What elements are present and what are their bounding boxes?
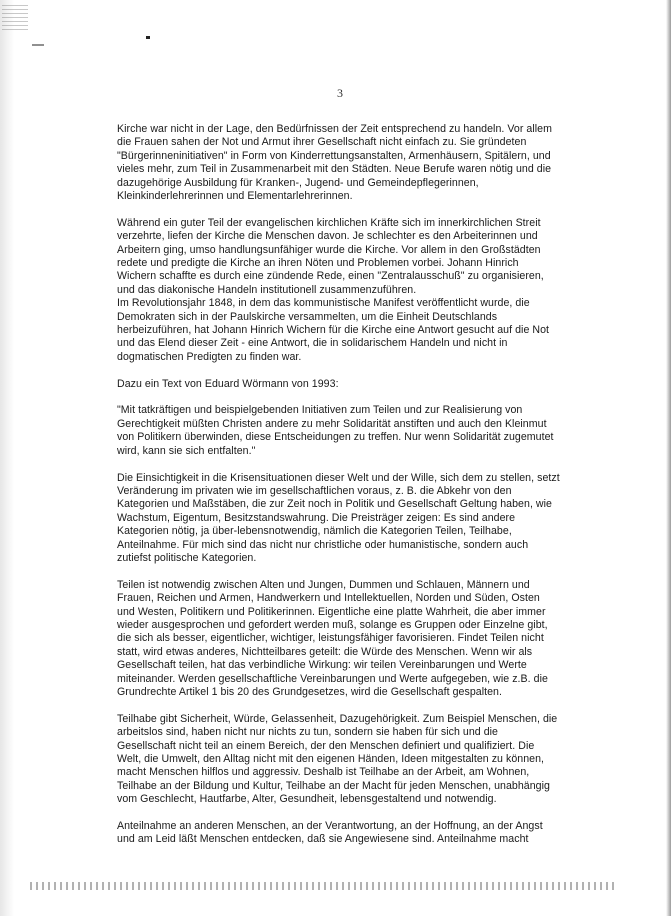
text-line: Anteilnahme. Für mich sind das nicht nur christliche oder humanistische, sondern auch	[117, 538, 529, 551]
text-line: statt, wird etwas anderes, Nichtteilbares geteilt: die Würde des Menschen. Wenn wir als	[117, 645, 533, 658]
text-line: Frauen, Reichen und Armen, Handwerkern und Intellektuellen, Norden und Süden, Osten	[117, 592, 540, 605]
text-line: Grundrechte Artikel 1 bis 20 des Grundgesetzes, wird die Gesellschaft gespalten.	[117, 685, 502, 698]
text-line: Anteilnahme an anderen Menschen, an der Verantwortung, an der Hoffnung, an der Angst	[117, 820, 543, 833]
paragraph	[117, 123, 575, 203]
paragraph	[117, 579, 575, 700]
paragraph	[117, 217, 575, 364]
text-line: Teilen ist notwendig zwischen Alten und Jungen, Dummen und Schlauen, Männern und	[117, 578, 530, 591]
page-number: 3	[337, 86, 343, 100]
text-line: Kategorien und Maßstäben, die zur Zeit noch in Politik und Gesellschaft Geltung haben, wie	[117, 498, 552, 511]
text-line: die sich als besser, eigentlicher, wichtiger, leistungsfähiger favorisieren. Findet Teilen nicht	[117, 632, 544, 645]
text-line: Demokraten sich in der Paulskirche versammelten, um die Einheit Deutschlands	[117, 310, 498, 323]
text-line: Veränderung im privaten wie im gesellschaftlichen voraus, z. B. die Abkehr von den	[117, 484, 512, 497]
text-line: Während ein guter Teil der evangelischen kirchlichen Kräfte sich im innerkirchlichen Streit	[117, 216, 541, 229]
text-line: Welt, die Umwelt, den Alltag nicht mit den eigenen Händen, Ideen mitgestalten zu können,	[117, 753, 545, 765]
text-line: arbeitslos sind, haben nicht nur nichts zu tun, sondern sie haben für sich und die	[117, 726, 498, 739]
paragraph	[117, 820, 575, 847]
text-line: vieles mehr, zum Teil in Zusammenarbeit mit den Städten. Neue Berufe waren nötig und die	[117, 163, 552, 176]
scan-bottom-artifact	[30, 882, 615, 890]
text-line: miteinander. Werden gesellschaftliche Vereinbarungen und Werte aufgegeben, wie z.B. die	[117, 672, 548, 685]
text-line: verzehrte, liefen der Kirche die Menschen davon. Je schlechter es den Arbeiterinnen und	[117, 230, 538, 243]
text-line: Kleinkinderlehrerinnen und Elementarlehrerinnen.	[117, 190, 353, 203]
text-line: "Mit tatkräftigen und beispielgebenden Initiativen zum Teilen und zur Realisierung von	[117, 404, 523, 417]
scan-speck	[32, 44, 44, 46]
text-line: Dazu ein Text von Eduard Wörmann von 1993:	[117, 377, 339, 390]
text-line: die Frauen sahen der Not und Armut ihrer Gesellschaft nicht einfach zu. Sie gründeten	[117, 136, 527, 149]
paragraph	[117, 472, 575, 566]
text-line: vom Geschlecht, Hautfarbe, Alter, Gesundheit, lebensgestaltend und notwendig.	[117, 793, 497, 806]
scan-edge-left	[0, 0, 14, 916]
text-line: dazugehörige Ausbildung für Kranken-, Jugend- und Gemeindepflegerinnen,	[117, 176, 479, 189]
text-line: Kirche war nicht in der Lage, den Bedürfnissen der Zeit entsprechend zu handeln. Vor allem	[117, 123, 552, 135]
text-line: dogmatischen Predigten zu finden war.	[117, 350, 302, 363]
text-line: redete und predigte die Kirche an ihren Nöten und Problemen vorbei. Johann Hinrich	[117, 257, 519, 270]
text-line: und Westen, Politikern und Politikerinnen. Eigentliche eine platte Wahrheit, die aber immer	[117, 605, 546, 618]
text-line: Wichern schaffte es durch eine zündende Rede, einen "Zentralausschuß" zu organisieren,	[117, 270, 544, 283]
text-line: Arbeitern ging, umso handlungsunfähiger wurde die Kirche. Vor allem in den Großstädten	[117, 243, 541, 256]
text-line: und am Leid läßt Menschen entdecken, daß sie Angewiesene sind. Anteilnahme macht	[117, 833, 529, 846]
text-line: Im Revolutionsjahr 1848, in dem das kommunistische Manifest veröffentlicht wurde, die	[117, 297, 530, 310]
paragraph	[117, 404, 575, 458]
text-line: wieder ausgesprochen und gefordert werden muß, solange es Gruppen oder Einzelne gibt,	[117, 618, 548, 631]
text-line: "Bürgerinneninitiativen" in Form von Kinderrettungsanstalten, Armenhäusern, Spitälern, und	[117, 149, 551, 162]
text-line: Kategorien nötig, ja über-lebensnotwendig, nämlich die Kategorien Teilen, Teilhabe,	[117, 525, 512, 538]
text-line: macht Menschen hilflos und aggressiv. Deshalb ist Teilhabe an der Arbeit, am Wohnen,	[117, 766, 530, 779]
text-line: Die Einsichtigkeit in die Krisensituationen dieser Welt und der Wille, sich dem zu stellen, setzt	[117, 471, 560, 484]
paragraph	[117, 378, 575, 391]
text-line: von Politikern überwinden, diese Entscheidungen zu treffen. Nur wenn Solidarität zugemutet	[117, 431, 554, 444]
paragraph	[117, 713, 575, 807]
text-line: Gerechtigkeit müßten Christen andere zu mehr Solidarität anstiften und auch den Kleinmut	[117, 417, 547, 430]
text-line: zutiefst politische Kategorien.	[117, 551, 257, 564]
text-line: wird, kann sie sich entfalten."	[117, 444, 256, 457]
text-line: Gesellschaft teilen, hat das verbindliche Wirkung: wir teilen Vereinbarungen und Werte	[117, 659, 527, 672]
scan-speck	[146, 36, 150, 39]
scan-edge-right	[666, 0, 671, 916]
text-line: Teilhabe an der Bildung und Kultur, Teilhabe an der Macht für jeden Menschen, unabhängig	[117, 779, 550, 792]
text-line: Gesellschaft nicht teil an einem Bereich, der den Menschen definiert und qualifiziert. Die	[117, 739, 535, 752]
text-line: Teilhabe gibt Sicherheit, Würde, Gelassenheit, Dazugehörigkeit. Zum Beispiel Menschen, die	[117, 712, 558, 725]
text-line: und das Elend dieser Zeit - eine Antwort, die in solidarischem Handeln und nicht in	[117, 337, 508, 350]
text-line: Wachstum, Eigentum, Besitzstandswahrung. Die Preisträger zeigen: Es sind andere	[117, 511, 516, 524]
text-line: und das diakonische Handeln institutionell zusammenzuführen.	[117, 283, 417, 296]
document-body	[117, 123, 575, 860]
text-line: herbeizuführen, hat Johann Hinrich Wichern für die Kirche eine Antwort gesucht auf die Not	[117, 324, 550, 337]
scan-corner-artifact	[2, 2, 28, 30]
